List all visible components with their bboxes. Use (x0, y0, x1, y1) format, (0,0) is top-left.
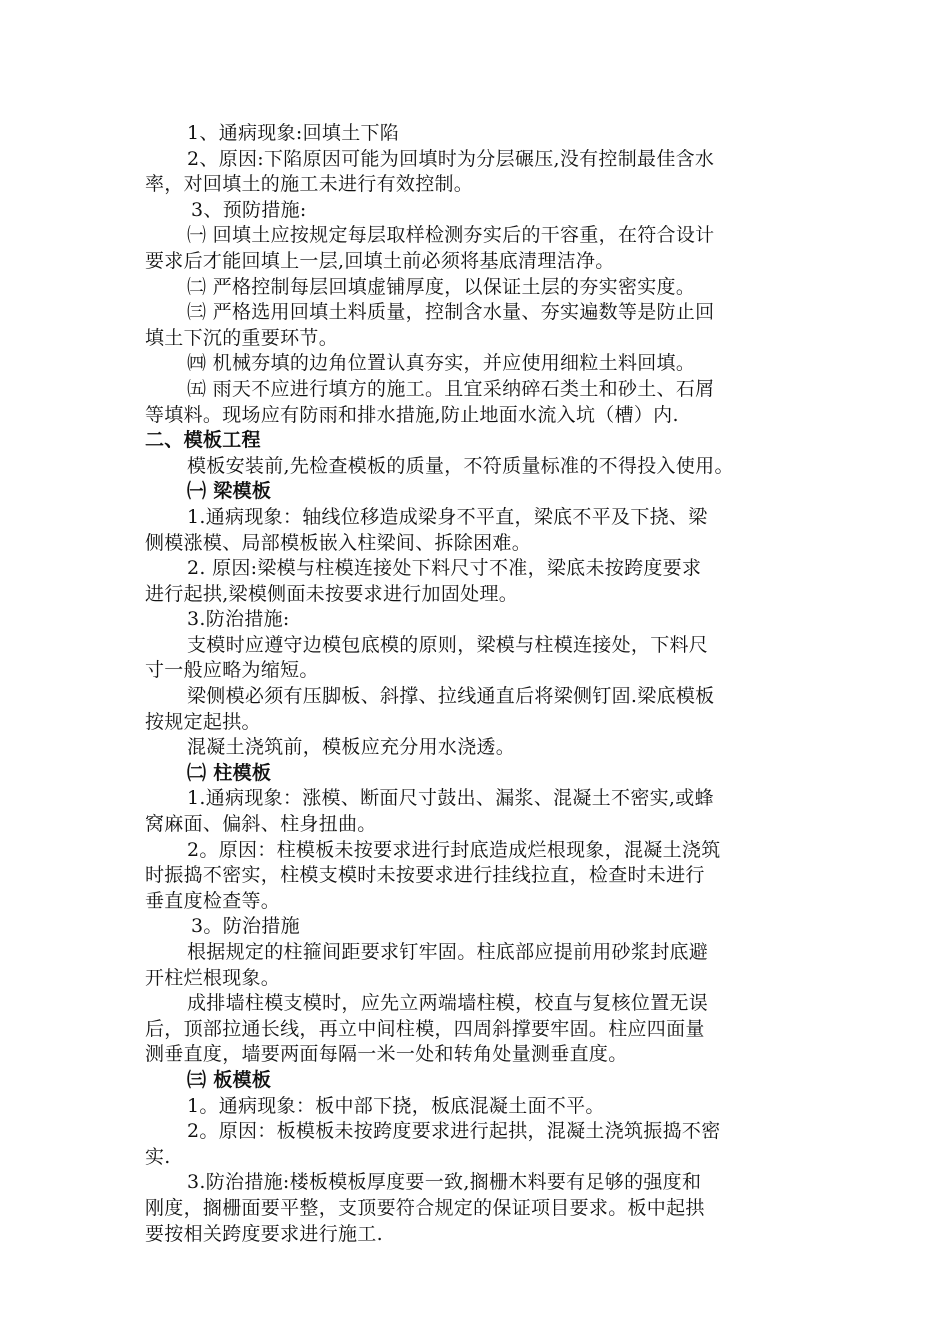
text-line: 2、原因:下陷原因可能为回填时为分层碾压,没有控制最佳含水 (187, 147, 715, 170)
text-line: 3.防治措施: (187, 608, 290, 631)
text-line: 要按相关跨度要求进行施工. (145, 1222, 383, 1245)
text-line: 2。原因：柱模板未按要求进行封底造成烂根现象，混凝土浇筑 (187, 838, 721, 861)
text-line: 按规定起拱。 (145, 710, 261, 733)
text-line: 刚度，搁栅面要平整，支顶要符合规定的保证项目要求。板中起拱 (145, 1196, 705, 1219)
text-line: 混凝土浇筑前，模板应充分用水浇透。 (187, 736, 516, 759)
text-line: 成排墙柱模支模时，应先立两端墙柱模，校直与复核位置无误 (187, 992, 709, 1015)
text-line: 1。通病现象：板中部下挠，板底混凝土面不平。 (187, 1094, 605, 1117)
section-heading: ㈡ 柱模板 (187, 761, 272, 784)
text-line: 模板安装前,先检查模板的质量，不符质量标准的不得投入使用。 (187, 454, 734, 477)
text-line: ㈢ 严格选用回填土料质量，控制含水量、夯实遍数等是防止回 (187, 301, 715, 324)
text-line: 3、预防措施: (191, 198, 307, 221)
section-heading: ㈠ 梁模板 (187, 480, 272, 503)
text-line: 根据规定的柱箍间距要求钉牢固。柱底部应提前用砂浆封底避 (187, 941, 709, 963)
text-line: 侧模涨模、局部模板嵌入柱梁间、拆除困难。 (145, 531, 532, 554)
text-line: 1.通病现象：涨模、断面尺寸鼓出、漏浆、混凝土不密实,或蜂 (187, 787, 714, 810)
text-line: 进行起拱,梁模侧面未按要求进行加固处理。 (145, 582, 519, 605)
text-line: 梁侧模必须有压脚板、斜撑、拉线通直后将梁侧钉固.梁底模板 (187, 685, 715, 708)
text-line: 垂直度检查等。 (145, 889, 281, 912)
text-line: 1、通病现象:回填土下陷 (187, 122, 400, 144)
text-line: 测垂直度，墙要两面每隔一米一处和转角处量测垂直度。 (145, 1043, 628, 1066)
section-heading: ㈢ 板模板 (187, 1068, 272, 1091)
text-line: ㈤ 雨天不应进行填方的施工。且宜采纳碎石类土和砂土、石屑 (187, 377, 715, 400)
text-line: 率，对回填土的施工未进行有效控制。 (145, 173, 474, 196)
text-line: 1.通病现象：轴线位移造成梁身不平直，梁底不平及下挠、梁 (187, 505, 708, 528)
text-line: 寸一般应略为缩短。 (145, 659, 319, 682)
text-line: 2. 原因:梁模与柱模连接处下料尺寸不准，梁底未按跨度要求 (187, 557, 702, 580)
text-line: 开柱烂根现象。 (145, 966, 281, 989)
text-line: 实. (145, 1145, 171, 1168)
text-line: 要求后才能回填上一层,回填土前必须将基底清理洁净。 (145, 249, 615, 272)
text-line: 3.防治措施:楼板模板厚度要一致,搁栅木料要有足够的强度和 (187, 1171, 702, 1194)
text-line: 时振捣不密实，柱模支模时未按要求进行挂线拉直，检查时未进行 (145, 864, 705, 887)
text-line: ㈣ 机械夯填的边角位置认真夯实，并应使用细粒土料回填。 (187, 352, 696, 375)
text-line: ㈡ 严格控制每层回填虚铺厚度，以保证土层的夯实密实度。 (187, 275, 696, 298)
text-line: 窝麻面、偏斜、柱身扭曲。 (145, 813, 377, 836)
text-line: 2。原因：板模板未按跨度要求进行起拱，混凝土浇筑振捣不密 (187, 1120, 721, 1143)
text-line: ㈠ 回填土应按规定每层取样检测夯实后的干容重，在符合设计 (187, 224, 715, 247)
section-heading: 二、模板工程 (145, 429, 261, 452)
text-line: 填土下沉的重要环节。 (145, 326, 339, 349)
text-line: 3。防治措施 (191, 915, 300, 938)
text-line: 支模时应遵守边模包底模的原则，梁模与柱模连接处，下料尺 (187, 633, 709, 656)
text-line: 后，顶部拉通长线，再立中间柱模，四周斜撑要牢固。柱应四面量 (145, 1017, 705, 1040)
text-line: 等填料。现场应有防雨和排水措施,防止地面水流入坑（槽）内. (145, 403, 679, 426)
